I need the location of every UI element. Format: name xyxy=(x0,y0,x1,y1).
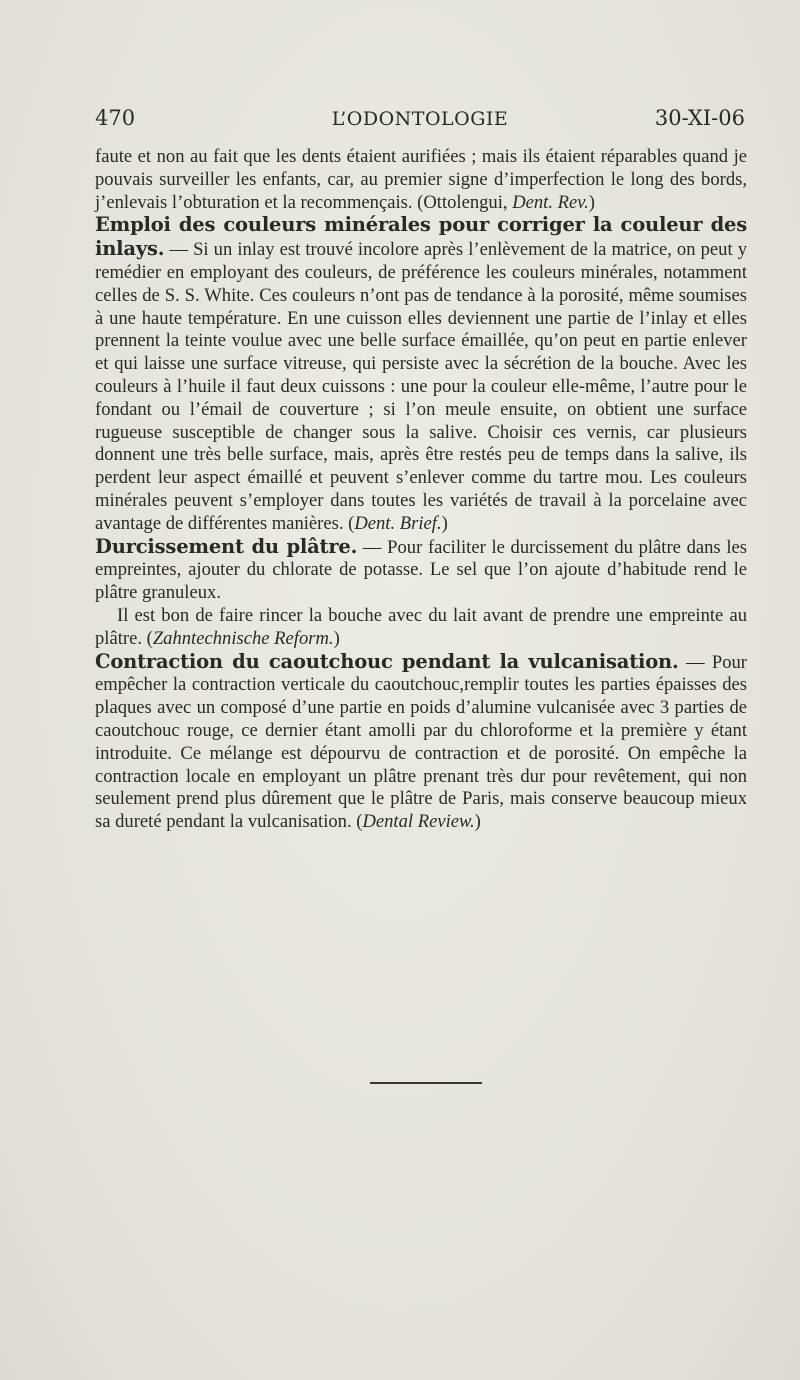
closing-paren: ) xyxy=(441,512,448,534)
journal-title: L’ODONTOLOGIE xyxy=(331,108,509,130)
issue-date: 30-XI-06 xyxy=(654,106,745,130)
paragraph-text: — Si un inlay est trouvé incolore après l’enlèvement de la matrice, on peut y remédier en employant des couleurs, de préférence les couleurs minérales, notamment celles de S. S. White. Ces couleurs n’ont pas de tendance à la porosité, même soumises à une haute température. En une cuisson elles deviennent une partie de l’inlay et elles prennent la teinte voulue avec une belle surface émaillée, qu’on peut en partie enlever et qui laisse une surface vitreuse, qui persiste avec la sécrétion de la bouche. Avec les couleurs à l’huile il faut deux cuissons : une pour la couleur elle-même, l’autre pour le fondant ou l’émail de couverture ; si l’on meule ensuite, on obtient une surface rugueuse susceptible de changer sous la salive. Choisir ces vernis, car plusieurs donnent une très belle surface, mais, après être restés peu de temps dans la salive, ils perdent leur aspect émaillé et peuvent s’enlever comme du tartre mou. Les couleurs minérales peuvent s’employer dans toutes les variétés de travail à la porcelaine avec avantage de différentes manières. ( xyxy=(95,239,747,534)
closing-paren: ) xyxy=(474,811,481,833)
section-end-rule xyxy=(370,1082,482,1084)
section-heading: Durcissement du plâtre. xyxy=(95,534,358,558)
closing-paren: ) xyxy=(588,191,595,213)
closing-paren: ) xyxy=(333,627,340,649)
paragraph-mineral-colors xyxy=(95,214,747,535)
source-citation: Dental Review. xyxy=(362,811,475,833)
page-number: 470 xyxy=(95,106,136,130)
paragraph-plaster-hardening xyxy=(95,536,747,605)
paragraph-milk-rinse xyxy=(95,605,747,651)
source-citation: Zahntechnische Reform. xyxy=(152,627,334,649)
body-text xyxy=(95,146,747,834)
running-header xyxy=(95,106,745,136)
source-citation: Dent. Rev. xyxy=(512,191,589,213)
section-heading: Emploi des couleurs minérales pour corriger la couleur des inlays. xyxy=(95,213,747,261)
paragraph-continued xyxy=(95,146,747,214)
paragraph-text: faute et non au fait que les dents étaient aurifiées ; mais ils étaient réparables quand je pouvais surveiller les enfants, car, au premier signe d’imperfection le long des bords, j’enlevais l’obturation et la recommençais. (Ottolengui, xyxy=(95,146,747,213)
paragraph-text: — Pour empêcher la contraction verticale du caoutchouc,remplir toutes les parties épaisses des plaques avec un composé d’une partie en poids d’alumine vulcanisée avec 3 parties de caoutchouc rouge, ce dernier étant amolli par du chloroforme et la première y étant introduite. Ce mélange est dépourvu de contraction et de porosité. On empêche la contraction locale en employant un plâtre prenant très dur pour revêtement, qui non seulement prend plus dûrement que le plâtre de Paris, mais conserve beaucoup mieux sa dureté pendant la vulcanisation. ( xyxy=(95,651,747,833)
source-citation: Dent. Brief. xyxy=(354,512,442,534)
paragraph-rubber-contraction xyxy=(95,651,747,834)
paragraph-text: — Pour faciliter le durcissement du plâtre dans les empreintes, ajouter du chlorate de potasse. Le sel que l’on ajoute d’habitude rend le plâtre granuleux. xyxy=(95,536,747,604)
section-heading: Contraction du caoutchouc pendant la vulcanisation. xyxy=(95,649,679,673)
paragraph-text: Il est bon de faire rincer la bouche avec du lait avant de prendre une empreinte au plâtre. ( xyxy=(95,604,747,649)
